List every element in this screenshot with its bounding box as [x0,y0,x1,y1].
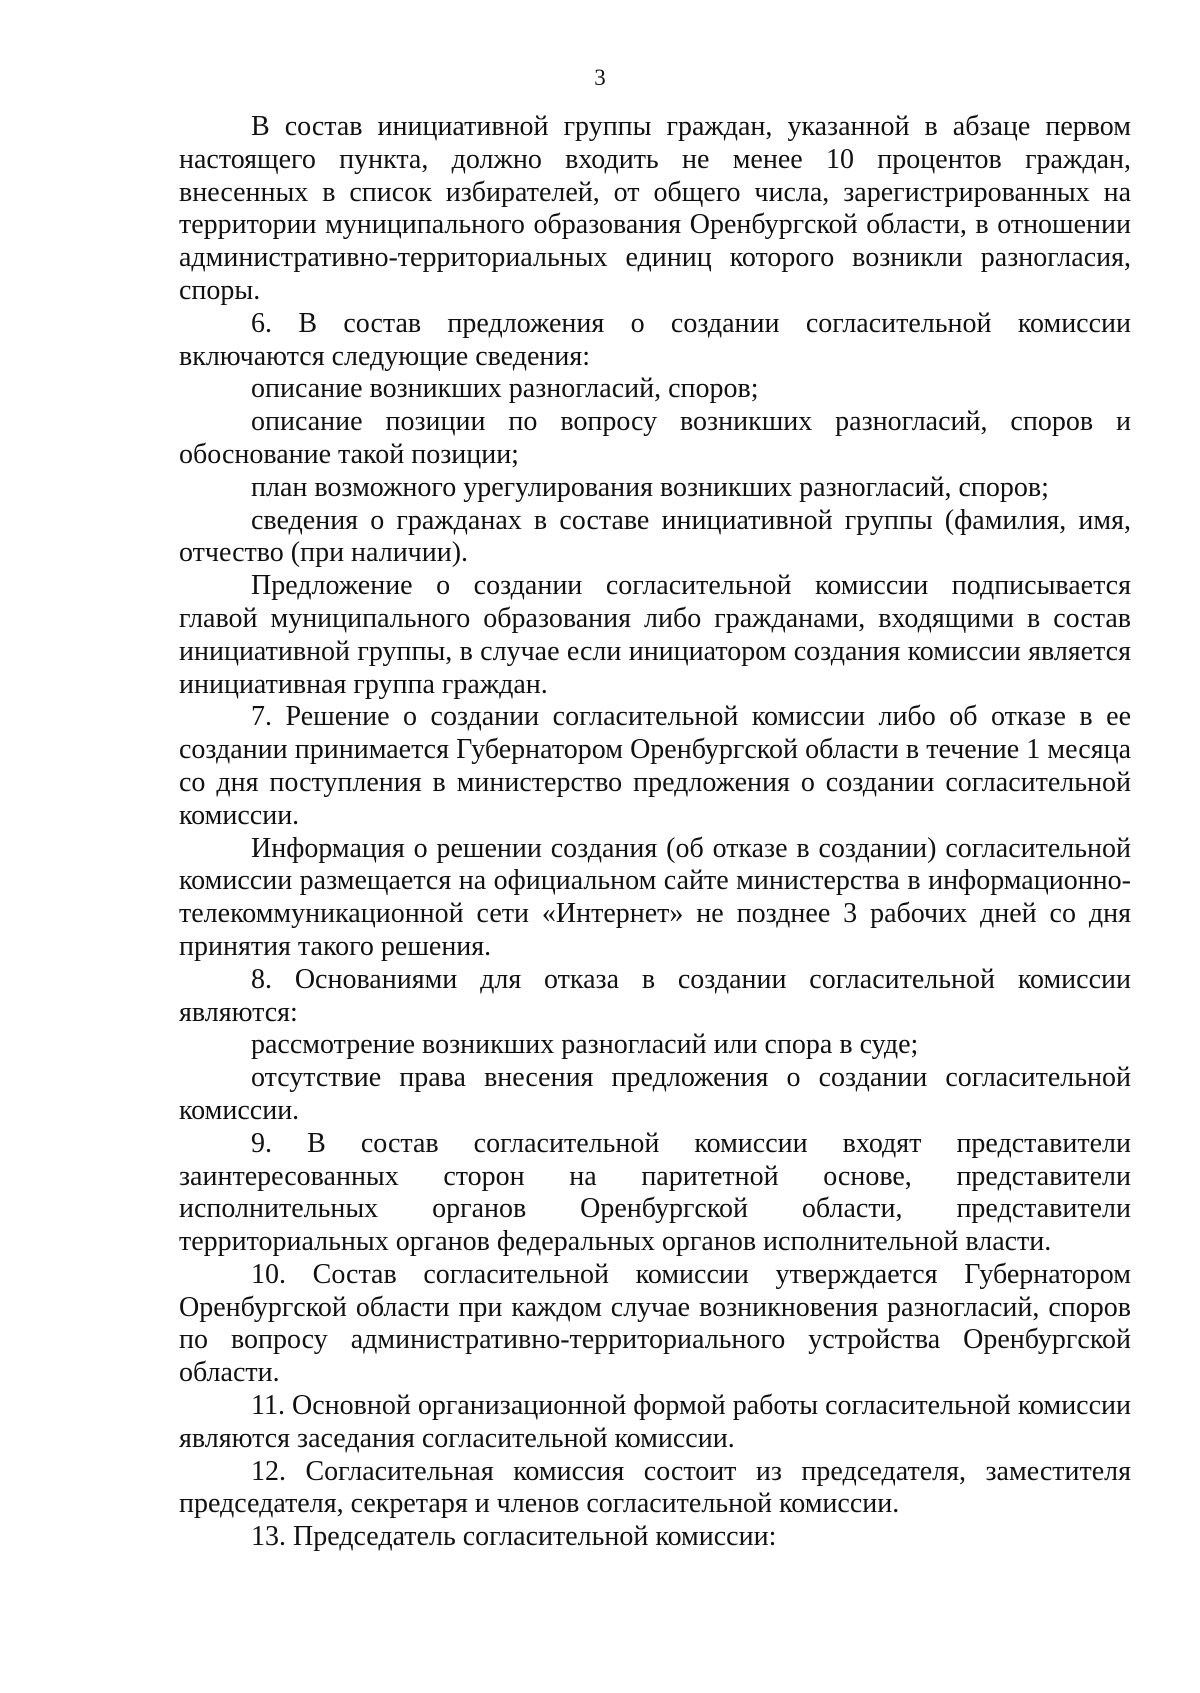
paragraph-item-6-description-of-disputes: описание возникших разногласий, споров; [251,373,759,405]
page-number: 3 [594,65,606,90]
paragraph-item-10: 10. Состав согласительной комиссии утверждается Губернатором Оренбургской области при каждом случае возникновения разногласий, споров по вопросу административно-территориального устройства Оренбургской области. [179,1258,1131,1389]
paragraph-decision-publication: Информация о решении создания (об отказе в создании) согласительной комиссии размещается на официальном сайте министерства в информационно-телекоммуникационной сети «Интернет» не позднее 3 рабочих дней со дня принятия такого решения. [179,832,1131,962]
paragraph-item-12: 12. Согласительная комиссия состоит из председателя, заместителя председателя, секретаря и членов согласительной комиссии. [179,1455,1131,1520]
paragraph-item-6-position-description: описание позиции по вопросу возникших разногласий, споров и обоснование такой позиции; [179,406,1131,470]
paragraph-initiative-group-composition: В состав инициативной группы граждан, указанной в абзаце первом настоящего пункта, должно входить не менее 10 процентов граждан, внесенных в список избирателей, от общего числа, зарегистрированных на территории муниципального образования Оренбургской области, в отношении административно-территориальных единиц которого возникли разногласия, споры. [179,111,1131,306]
paragraph-item-8-no-right: отсутствие права внесения предложения о создании согласительной комиссии. [179,1062,1131,1126]
paragraph-item-8: 8. Основаниями для отказа в создании согласительной комиссии являются: [179,963,1131,1028]
paragraph-item-6-settlement-plan: план возможного урегулирования возникших разногласий, споров; [251,471,1049,503]
paragraph-proposal-signing: Предложение о создании согласительной комиссии подписывается главой муниципального образования либо гражданами, входящими в состав инициативной группы, в случае если инициатором создания комиссии является инициативная группа граждан. [179,570,1131,700]
paragraph-item-11: 11. Основной организационной формой работы согласительной комиссии являются заседания согласительной комиссии. [179,1390,1131,1454]
paragraph-item-9: 9. В состав согласительной комиссии входят представители заинтересованных сторон на паритетной основе, представители исполнительных органов Оренбургской области, представители территориальных органов федеральных органов исполнительной власти. [179,1127,1131,1258]
paragraph-item-8-court-review: рассмотрение возникших разногласий или спора в суде; [251,1029,919,1061]
paragraph-item-6-citizens-info: сведения о гражданах в составе инициативной группы (фамилия, имя, отчество (при наличии). [179,504,1131,569]
document-body [179,111,1131,1554]
paragraph-item-7: 7. Решение о создании согласительной комиссии либо об отказе в ее создании принимается Губернатором Оренбургской области в течение 1 месяца со дня поступления в министерство предложения о создании согласительной комиссии. [179,701,1131,831]
paragraph-item-13: 13. Председатель согласительной комиссии: [251,1521,777,1553]
paragraph-item-6: 6. В состав предложения о создании согласительной комиссии включаются следующие сведения: [179,307,1131,372]
